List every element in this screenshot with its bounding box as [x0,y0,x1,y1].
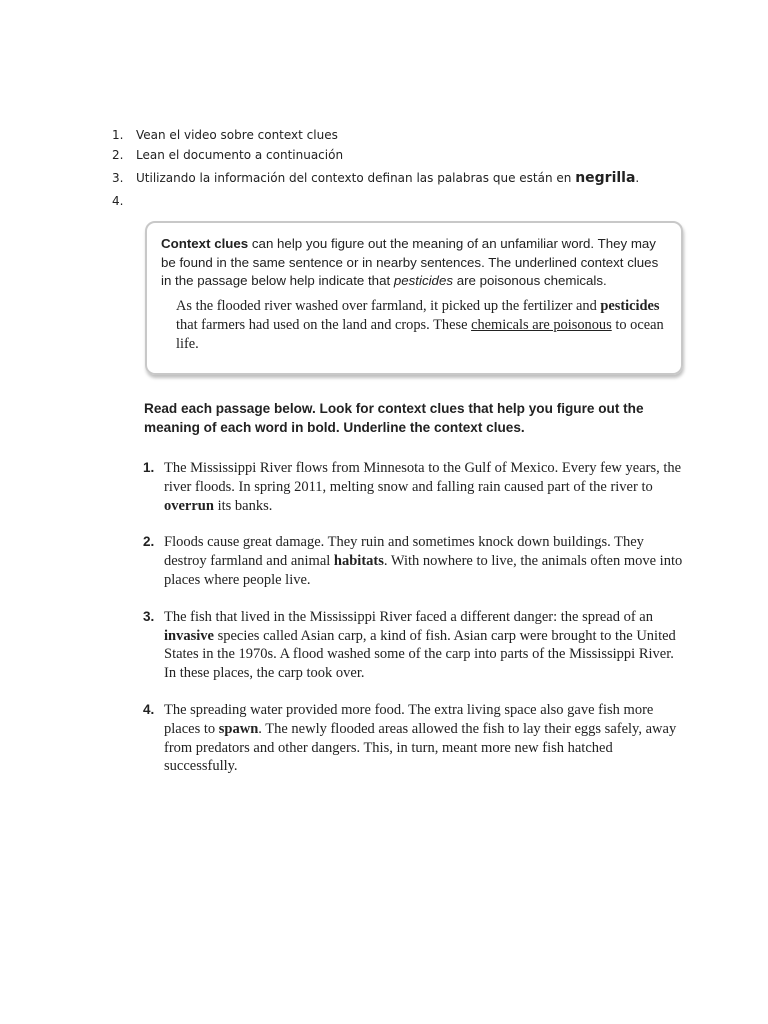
instruction-text-end: . [635,171,640,185]
directions: Read each passage below. Look for context clues that help you figure out the meaning of each word in bold. Underline the context clues. [144,401,644,435]
context-clues-term: Context clues [161,236,249,251]
passage-text-after: . The newly flooded areas allowed the fish to lay their eggs safely, away from predators and other dangers. This, in turn, meant more new fish hatched successfully. [164,720,677,775]
passage-text-before: The spreading water provided more food. The extra living space also gave fish more places to [164,701,654,737]
instruction-text [136,170,639,186]
passage-text [164,533,683,589]
context-clues-intro [161,235,667,291]
instruction-number: 1. [112,128,124,142]
passage-number: 1. [143,460,155,475]
passage-number: 3. [143,608,155,624]
context-clues-box [145,221,683,375]
intro-italic-word: pesticides [393,273,453,288]
passage-item-2 [143,533,683,589]
passage-bold-word: habitats [333,553,384,570]
intro-text-end: are poisonous chemicals. [453,273,607,288]
example-text-2: that farmers had used on the land and crops. These [176,316,472,333]
intro-text: can help you figure out the meaning of an unfamiliar word. They may be found in the same sentence or in nearby sentences. The underlined context clues in the passage below help indicate that [161,236,659,288]
example-underlined-clue: chemicals are poisonous [471,316,612,333]
instruction-item-1 [112,125,712,145]
example-passage [176,297,667,354]
passage-text-before: The fish that lived in the Mississippi River faced a different danger: the spread of an [164,608,653,625]
instruction-text: Vean el video sobre context clues [136,128,338,142]
instruction-bold-word: negrilla [575,170,636,186]
instruction-text: Lean el documento a continuación [136,148,344,162]
instruction-number: 4. [112,194,124,208]
passage-text-after: its banks. [213,497,273,514]
passage-bold-word: spawn [218,720,259,737]
passage-bold-word: invasive [164,627,214,644]
example-text-1: As the flooded river washed over farmland, it picked up the fertilizer and [176,297,601,314]
passage-text-after: . With nowhere to live, the animals often move into places where people live. [164,553,683,588]
instruction-item-2 [112,145,712,165]
passage-number: 4. [143,701,155,717]
passage-text [164,701,683,776]
passage-text-before: Floods cause great damage. They ruin and sometimes knock down buildings. They destroy farmland and animal [164,534,644,570]
passage-item-4 [143,701,683,776]
instruction-item-3 [112,165,712,191]
passage-text [164,608,683,683]
example-text-3: to ocean life. [176,316,664,352]
passage-text [164,459,683,515]
passage-text-after: species called Asian carp, a kind of fish. Asian carp were brought to the United States in the 1970s. A flood washed some of the carp into parts of the Mississippi River. In these places, the carp took over. [164,627,676,682]
instruction-text-main: Utilizando la información del contexto definan las palabras que están en [136,171,576,185]
instruction-number: 2. [112,148,124,162]
passage-list [143,459,683,794]
instruction-number: 3. [112,171,124,185]
example-bold-word: pesticides [600,297,660,314]
instruction-list [112,125,712,211]
passage-item-1 [143,459,683,515]
passage-text-before: The Mississippi River flows from Minnesota to the Gulf of Mexico. Every few years, the river floods. In spring 2011, melting snow and falling rain caused part of the river to [164,460,682,495]
passage-bold-word: overrun [164,497,214,514]
passage-number: 2. [143,534,155,550]
passage-item-3 [143,608,683,683]
instruction-item-4 [112,191,712,211]
